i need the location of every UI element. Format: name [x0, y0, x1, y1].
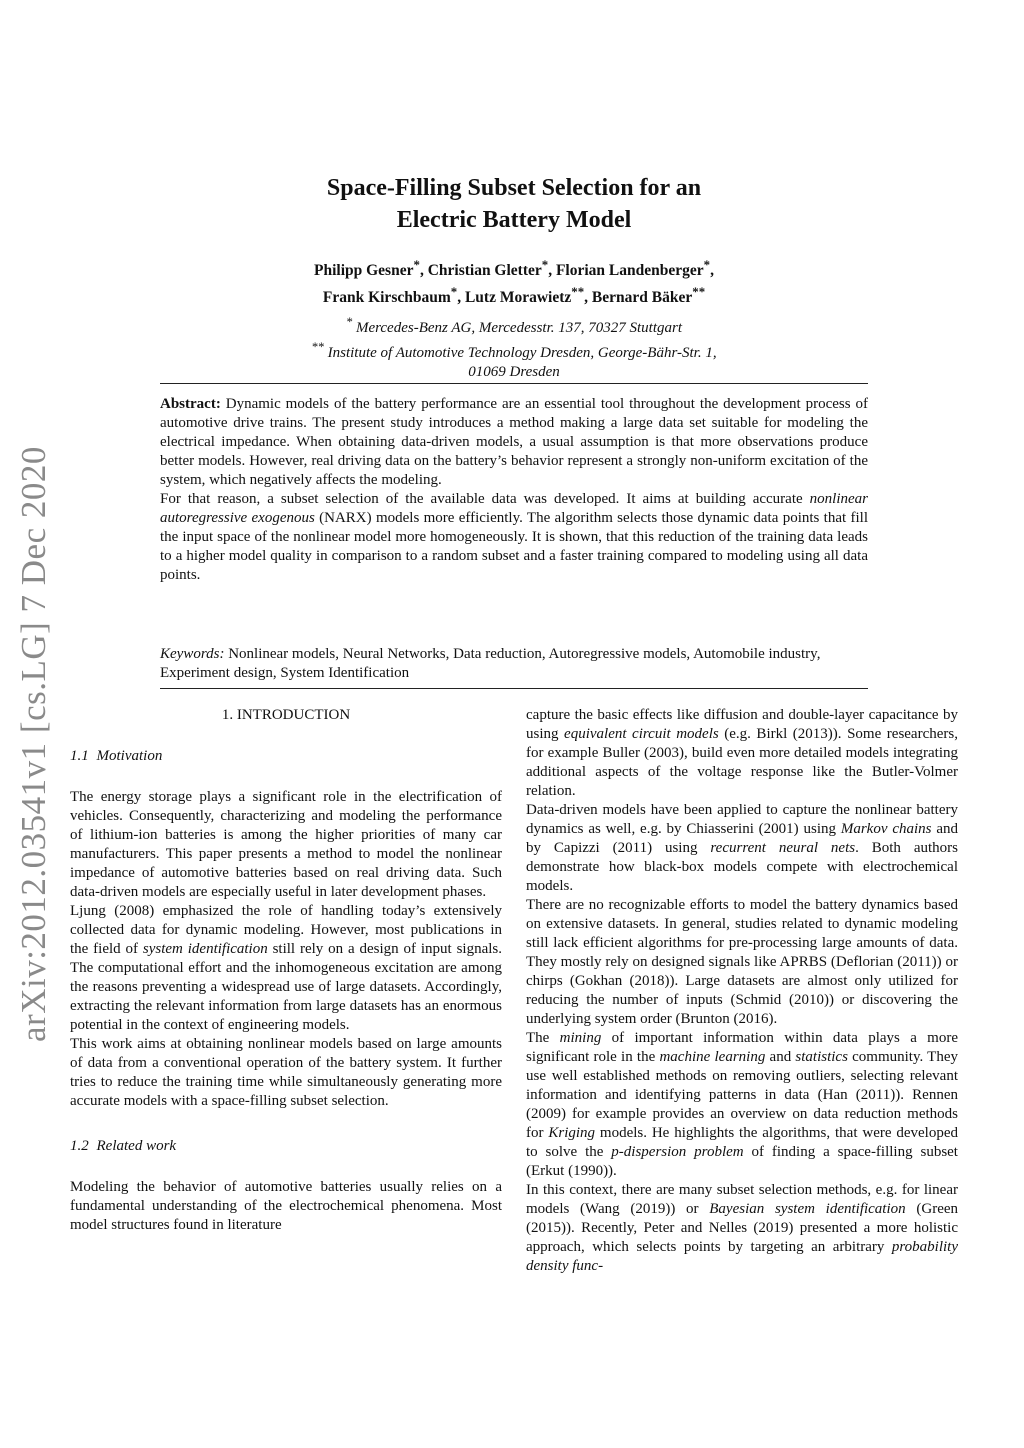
affiliation-2: ** Institute of Automotive Technology Dresden, George-Bähr-Str. 1, [311, 340, 717, 361]
arxiv-identifier: arXiv:2012.03541v1 [cs.LG] 7 Dec 2020 [14, 446, 53, 1042]
keywords-text: Nonlinear models, Neural Networks, Data reduction, Autoregressive models, Automobile industry, Experiment design, System Identification [160, 646, 821, 681]
author-name: Christian Gletter [427, 262, 542, 280]
author-line-2: Frank Kirschbaum*, Lutz Morawietz**, Bernard Bäker** [322, 284, 706, 307]
author-name: Frank Kirschbaum [322, 289, 451, 307]
author-name: Philipp Gesner [314, 262, 414, 280]
affiliation-1: * Mercedes-Benz AG, Mercedesstr. 137, 70327 Stuttgart [345, 315, 683, 336]
body-paragraph: This work aims at obtaining nonlinear models based on large amounts of data from a conventional operation of the battery system. It further tries to reduce the training time while simultaneously generating more accurate models with a space-filling subset selection. [70, 1036, 502, 1109]
author-line-1: Philipp Gesner*, Christian Gletter*, Florian Landenberger*, [314, 257, 714, 280]
title-line-1: Space-Filling Subset Selection for an [326, 175, 702, 201]
author-affil-mark: * [413, 257, 420, 272]
subsection-heading: 1.2 Related work [70, 1138, 177, 1154]
abstract [160, 395, 868, 585]
section-heading: 1. INTRODUCTION [221, 707, 351, 723]
body-paragraph: Modeling the behavior of automotive batteries usually relies on a fundamental understanding of the electrochemical phenomena. Most model structures found in literature [70, 1179, 502, 1233]
abstract-paragraph-1: Abstract: Dynamic models of the battery performance are an essential tool throughout the development process of automotive drive trains. The present study introduces a method making a large data set suitable for modeling the electrical impedance. When obtaining data-driven models, a usual assumption is that more observations produce better models. However, real driving data on the battery’s behavior represent a strongly non-uniform excitation of the system, which negatively affects the modeling. [160, 396, 868, 488]
body-paragraph: The mining of important information within data plays a more significant role in the machine learning and statistics community. They use well established methods on removing outliers, selecting relevant information and identifying patterns in data (Han (2011)). Rennen (2009) for example provides an overview on data reduction methods for Kriging models. He highlights the algorithms, that were developed to solve the p-dispersion problem of finding a space-filling subset (Erkut (1990)). [526, 1030, 958, 1179]
left-column [70, 706, 502, 1235]
divider-top [160, 383, 868, 384]
affiliation-2-city: 01069 Dresden [468, 364, 560, 380]
author-affil-mark: ** [571, 284, 585, 300]
author-affil-mark: * [541, 257, 549, 272]
affiliations [160, 313, 868, 382]
author-list [160, 254, 868, 308]
keywords [160, 645, 868, 683]
right-column [526, 706, 958, 1276]
title-line-2: Electric Battery Model [396, 207, 632, 233]
body-paragraph: Ljung (2008) emphasized the role of handling today’s extensively collected data for dynamic modeling. However, most publications in the field of system identification still rely on a design of input signals. The computational effort and the inhomogeneous excitation are among the reasons preventing a widespread use of large datasets. Accordingly, extracting the relevant information from large datasets has an enormous potential in the context of engineering models. [70, 903, 502, 1033]
body-paragraph: Data-driven models have been applied to capture the nonlinear battery dynamics as well, e.g. by Chiasserini (2001) using Markov chains and by Capizzi (2011) using recurrent neural nets. Both authors demonstrate how black-box models compete with electrochemical models. [526, 802, 958, 894]
subsection-heading: 1.1 Motivation [70, 748, 163, 764]
paper-title [160, 172, 868, 236]
author-name: Lutz Morawietz [464, 289, 572, 307]
body-paragraph: capture the basic effects like diffusion and double-layer capacitance by using equivalent circuit models (e.g. Birkl (2013)). Some researchers, for example Buller (2003), build even more detailed models integrating additional aspects of the voltage response like the Butler-Volmer relation. [526, 707, 958, 799]
author-affil-mark: * [450, 284, 458, 300]
body-paragraph: The energy storage plays a significant role in the electrification of vehicles. Consequently, characterizing and modeling the performance of lithium-ion batteries is among the higher priorities of many car manufacturers. This paper presents a method to model the nonlinear impedance of automotive batteries based on real driving data. Such data-driven models are especially useful in later development phases. [70, 789, 502, 900]
body-paragraph: In this context, there are many subset selection methods, e.g. for linear models (Wang (2019)) or Bayesian system identification (Green (2015)). Recently, Peter and Nelles (2019) presented a more holistic approach, which selects points by targeting an arbitrary probability density func- [526, 1182, 959, 1274]
abstract-label: Abstract: [160, 396, 221, 412]
author-name: Florian Landenberger [555, 262, 704, 280]
body-paragraph: There are no recognizable efforts to model the battery dynamics based on extensive datasets. In general, studies related to dynamic modeling still lack efficient algorithms for pre-processing large amounts of data. They mostly rely on designed signals like APRBS (Deflorian (2011)) or chirps (Gokhan (2018)). Large datasets are almost only utilized for reducing the number of inputs (Schmid (2010)) or discovering the underlying system order (Brunton (2016). [526, 897, 958, 1027]
author-affil-mark: * [703, 257, 711, 272]
divider-bottom [160, 688, 868, 689]
author-affil-mark: ** [692, 284, 706, 300]
abstract-paragraph-2: For that reason, a subset selection of the available data was developed. It aims at building accurate nonlinear autoregressive exogenous (NARX) models more efficiently. The algorithm selects those dynamic data points that fill the input space of the nonlinear model more homogeneously. It is shown, that this reduction of the training data leads to a higher model quality in comparison to a random subset and a faster training compared to modeling using all data points. [160, 491, 868, 583]
author-name: Bernard Bäker [591, 289, 693, 307]
keywords-label: Keywords: [160, 646, 225, 662]
